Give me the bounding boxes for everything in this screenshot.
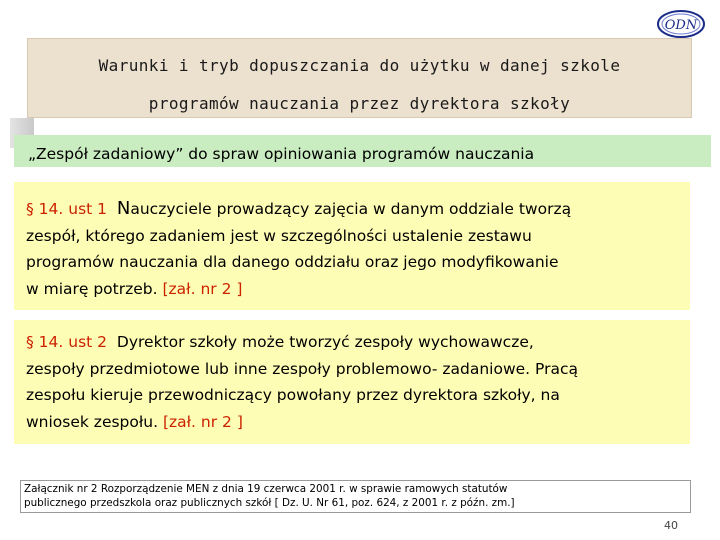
section-2-attachment-link[interactable]: [zał. nr 2 ] — [162, 412, 243, 431]
section-1-text — [26, 196, 571, 302]
section-1-line-1: auczyciele prowadzący zajęcia w danym oddziale tworzą — [130, 200, 572, 218]
title-line-1: Warunki i tryb dopuszczania do użytku w danej szkole — [98, 56, 621, 75]
section-2-line-2: zespoły przedmiotowe lub inne zespoły problemowo- zadaniowe. Pracą — [26, 359, 578, 378]
section-1-line-2: zespół, którego zadaniem jest w szczególności ustalenie zestawu — [26, 226, 532, 245]
page-number: 40 — [664, 519, 678, 532]
title-line-2: programów nauczania przez dyrektora szkoły — [148, 94, 571, 113]
title-box — [27, 38, 692, 118]
header-text: „Zespół zadaniowy” do spraw opiniowania programów nauczania — [28, 145, 535, 163]
section-2-text — [26, 329, 578, 435]
section-1-line-4: w miarę potrzeb. — [26, 279, 158, 298]
logo-text: ODN — [664, 18, 698, 33]
footnote-line-2-bold: publicznego przedszkola oraz publicznych szkół — [24, 497, 272, 509]
footnote-text — [24, 482, 515, 510]
footnote-line-2: [ Dz. U. Nr 61, poz. 624, z 2001 r. z późn. zm.] — [274, 497, 515, 509]
section-2-line-3: zespołu kieruje przewodniczący powołany przez dyrektora szkoły, na — [26, 386, 560, 404]
section-1-attachment-link[interactable]: [zał. nr 2 ] — [162, 279, 243, 298]
section-1-line-3: programów nauczania dla danego oddziału oraz jego modyfikowanie — [26, 253, 559, 271]
odn-logo — [656, 8, 706, 40]
section-1-ref: § 14. ust 1 — [26, 200, 108, 218]
section-1-initial: N — [116, 198, 131, 219]
section-2-ref: § 14. ust 2 — [26, 333, 108, 351]
footnote-line-1: Załącznik nr 2 Rozporządzenie MEN z dnia 19 czerwca 2001 r. w sprawie ramowych statutów — [24, 483, 508, 495]
section-2-line-1: Dyrektor szkoły może tworzyć zespoły wychowawcze, — [116, 333, 534, 351]
section-2-line-4: wniosek zespołu. — [26, 412, 159, 431]
